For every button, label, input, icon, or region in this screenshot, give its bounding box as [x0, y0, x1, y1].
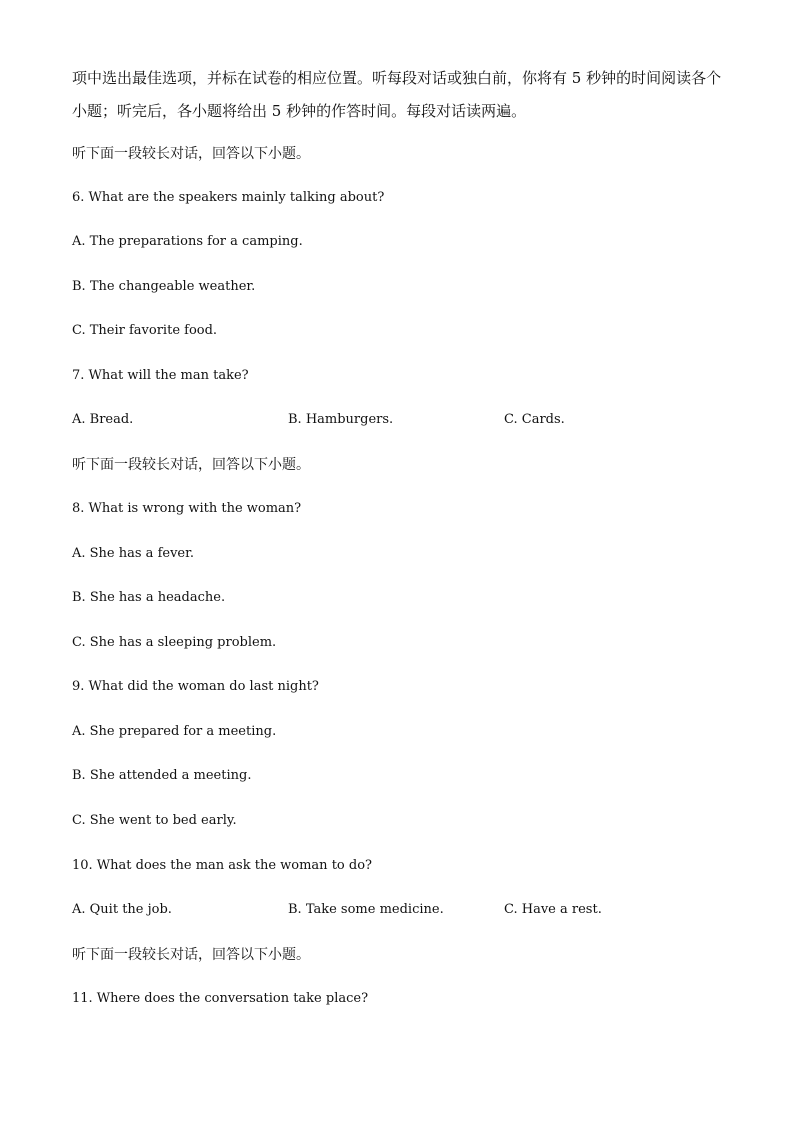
- q8-option-c: C. She has a sleeping problem.: [72, 635, 277, 650]
- question-7: 7. What will the man take?: [72, 368, 249, 383]
- section-prompt-3: 听下面一段较长对话，回答以下小题。: [72, 947, 310, 963]
- q6-option-b: B. The changeable weather.: [72, 279, 256, 294]
- question-11: 11. Where does the conversation take place?: [72, 991, 369, 1006]
- instructions-paragraph: 项中选出最佳选项，并标在试卷的相应位置。听每段对话或独白前，你将有 5 秒钟的时间阅读各个小题；听完后，各小题将给出 5 秒钟的作答时间。每段对话读两遍。: [72, 69, 722, 120]
- q9-option-b: B. She attended a meeting.: [72, 768, 252, 783]
- q10-option-b: B. Take some medicine.: [288, 902, 444, 917]
- q8-option-a: A. She has a fever.: [72, 546, 195, 561]
- q7-option-a: A. Bread.: [72, 412, 134, 427]
- q6-option-c: C. Their favorite food.: [72, 323, 218, 338]
- q9-option-a: A. She prepared for a meeting.: [72, 724, 277, 739]
- q7-option-c: C. Cards.: [504, 412, 565, 427]
- section-prompt-1: 听下面一段较长对话，回答以下小题。: [72, 146, 310, 162]
- question-9: 9. What did the woman do last night?: [72, 679, 319, 694]
- q8-option-b: B. She has a headache.: [72, 590, 226, 605]
- q7-option-b: B. Hamburgers.: [288, 412, 394, 427]
- q9-option-c: C. She went to bed early.: [72, 813, 237, 828]
- q10-option-a: A. Quit the job.: [72, 902, 172, 917]
- question-8: 8. What is wrong with the woman?: [72, 501, 302, 516]
- q6-option-a: A. The preparations for a camping.: [72, 234, 303, 249]
- question-10: 10. What does the man ask the woman to do?: [72, 858, 372, 873]
- q10-option-c: C. Have a rest.: [504, 902, 602, 917]
- section-prompt-2: 听下面一段较长对话，回答以下小题。: [72, 457, 310, 473]
- question-6: 6. What are the speakers mainly talking about?: [72, 190, 385, 205]
